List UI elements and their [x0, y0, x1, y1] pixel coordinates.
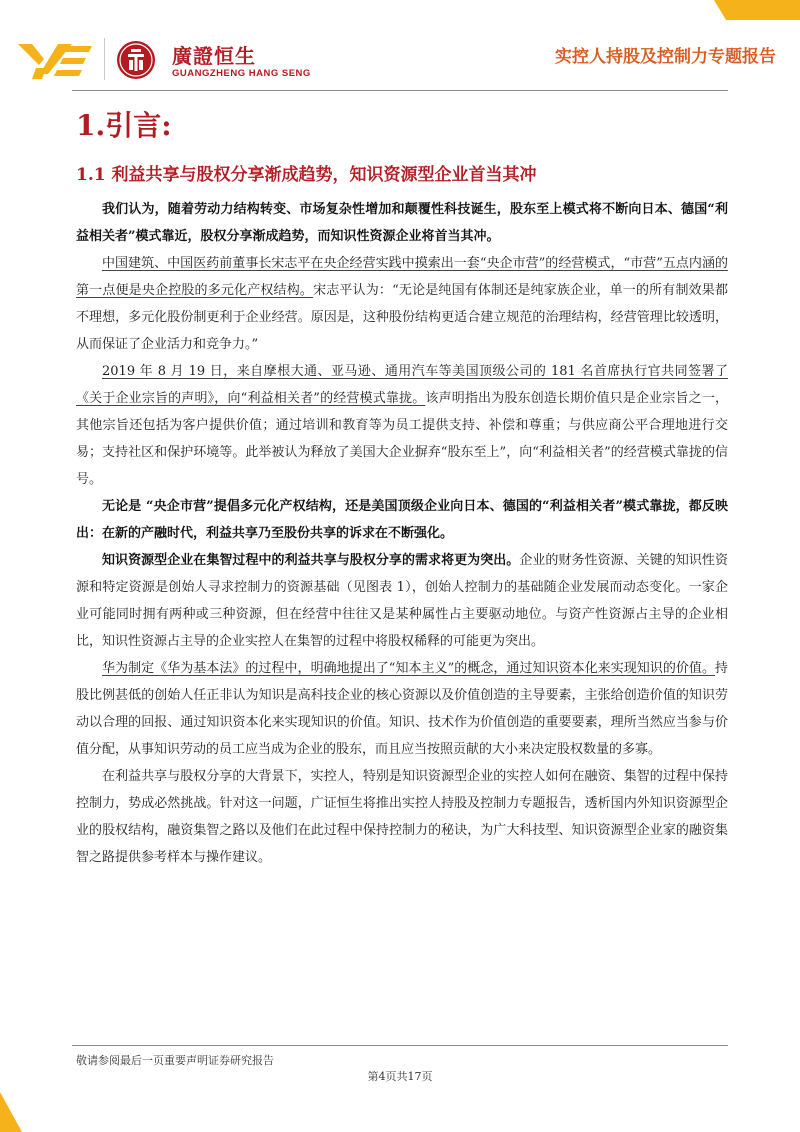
paragraph	[76, 250, 728, 358]
paragraph	[76, 493, 728, 547]
paragraph	[76, 763, 728, 871]
paragraph	[76, 358, 728, 493]
ye-logo-icon	[18, 42, 92, 80]
logo-divider	[104, 38, 105, 80]
report-body	[76, 196, 728, 871]
bold-text: 知识资源型企业在集智过程中的利益共享与股权分享的需求将更为突出。	[102, 553, 520, 568]
brand-name-en: GUANGZHENG HANG SENG	[172, 68, 311, 79]
section-heading: 1.引言:	[76, 109, 172, 142]
brand-name-cn: 廣證恒生	[172, 44, 256, 68]
corner-decoration-bottom	[0, 1092, 22, 1132]
page-header	[12, 30, 776, 86]
body-text: 持股比例甚低的创始人任正非认为知识是高科技企业的核心资源以及价值创造的主导要素，主张给创造价值的知识劳动以合理的回报、通过知识资本化来实现知识的价值。知识、技术作为价值创造的重要要素，理所当然应当参与价值分配，从事知识劳动的员工应当成为企业的股东，而且应当按照贡献的大小来决定股权数量的多寡。	[76, 661, 728, 757]
body-text: 宋志平认为：“无论是纯国有体制还是纯家族企业，单一的所有制效果都不理想，多元化股份制更利于企业经营。原因是，这种股份结构更适合建立规范的治理结构，经营管理比较透明，从而保证了企业活力和竞争力。”	[76, 283, 728, 352]
paragraph	[76, 547, 728, 655]
page-number: 第4页共17页	[367, 1070, 433, 1083]
body-text: 该声明指出为股东创造长期价值只是企业宗旨之一，其他宗旨还包括为客户提供价值；通过培训和教育等为员工提供支持、补偿和尊重；与供应商公平合理地进行交易；支持社区和保护环境等。此举被认为释放了美国大企业摒弃“股东至上”，向“利益相关者”的经营模式靠拢的信号。	[76, 391, 728, 487]
header-divider	[72, 90, 728, 91]
bold-text: 无论是 “央企市营”提倡多元化产权结构，还是美国顶级企业向日本、德国的“利益相关者”模式靠拢，都反映出：在新的产融时代，利益共享乃至股份共享的诉求在不断强化。	[76, 499, 728, 541]
underlined-text: 中国建筑、中国医药前董事长宋志平在央企经营实践中摸索出一套“央企市营”的经营模式，“市营”五点内涵的第一点便是央企控股的多元化产权结构。	[76, 256, 728, 298]
underlined-text: 华为制定《华为基本法》的过程中，明确地提出了“知本主义”的概念，通过知识资本化来实现知识的价值。	[102, 661, 715, 676]
body-text: 在利益共享与股权分享的大背景下，实控人，特别是知识资源型企业的实控人如何在融资、集智的过程中保持控制力，势成必然挑战。针对这一问题，广证恒生将推出实控人持股及控制力专题报告，透析国内外知识资源型企业的股权结构，融资集智之路以及他们在此过程中保持控制力的秘诀，为广大科技型、知识资源型企业家的融资集智之路提供参考样本与操作建议。	[76, 769, 728, 865]
paragraph	[76, 196, 728, 250]
paragraph	[76, 655, 728, 763]
bold-text: 我们认为，随着劳动力结构转变、市场复杂性增加和颠覆性科技诞生，股东至上模式将不断向日本、德国“利益相关者”模式靠近，股权分享渐成趋势，而知识性资源企业将首当其冲。	[76, 202, 728, 244]
report-title: 实控人持股及控制力专题报告	[555, 47, 776, 67]
corner-decoration-top	[714, 0, 800, 20]
footer-disclaimer: 敬请参阅最后一页重要声明证券研究报告	[76, 1054, 274, 1067]
body-text: 企业的财务性资源、关键的知识性资源和特定资源是创始人寻求控制力的资源基础（见图表 1），创始人控制力的基础随企业发展而动态变化。一家企业可能同时拥有两种或三种资源，但在经营中往往又是某种属性占主要驱动地位。与资产性资源占主导的企业相比，知识性资源占主导的企业实控人在集智的过程中将股权稀释的可能更为突出。	[76, 553, 728, 649]
underlined-text: 2019 年 8 月 19 日，来自摩根大通、亚马逊、通用汽车等美国顶级公司的 181 名首席执行官共同签署了《关于企业宗旨的声明》，向“利益相关者”的经营模式靠拢。	[76, 364, 728, 406]
subsection-heading: 1.1 利益共享与股权分享渐成趋势，知识资源型企业首当其冲	[76, 165, 537, 185]
footer-divider	[72, 1045, 728, 1046]
seal-icon	[116, 40, 156, 80]
